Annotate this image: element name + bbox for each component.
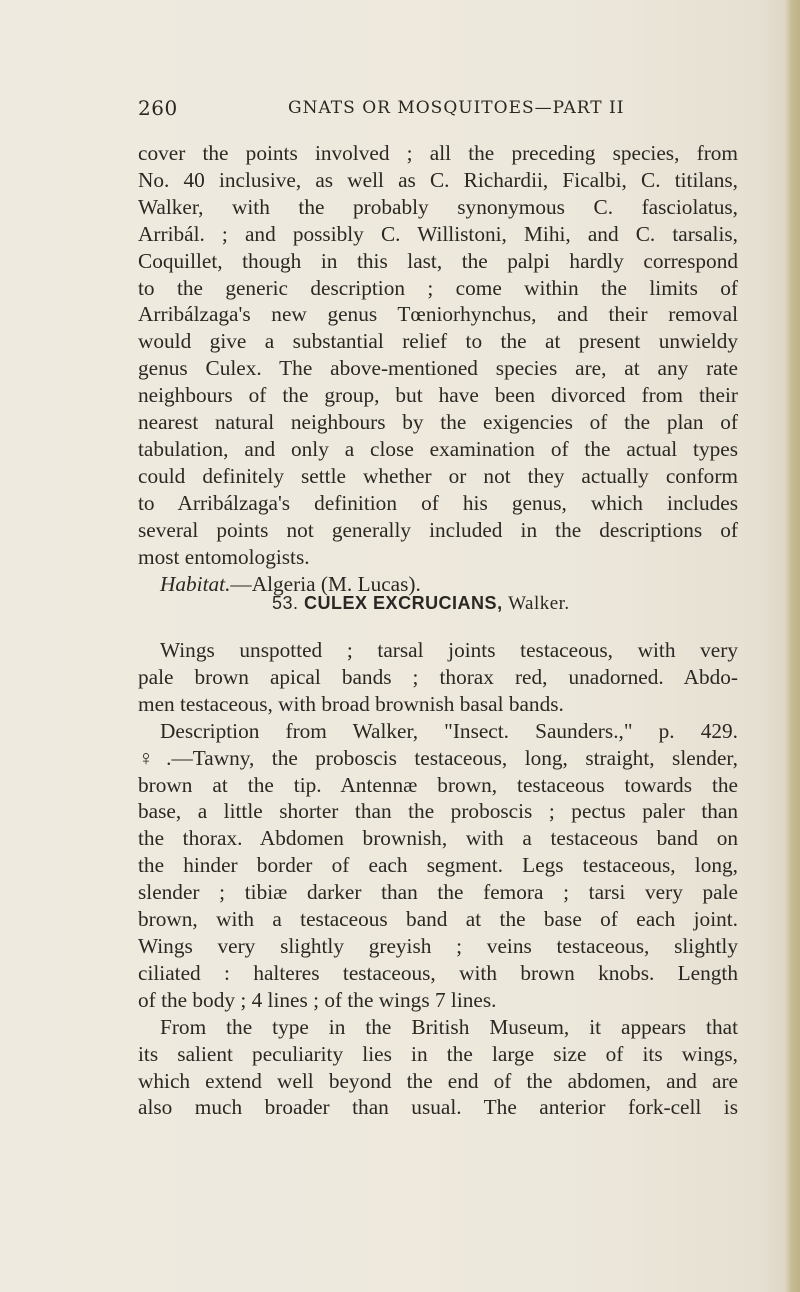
species-description: [138, 637, 738, 1121]
text-line: No. 40 inclusive, as well as C. Richardii, Ficalbi, C. titilans,: [138, 167, 738, 192]
text-line: the thorax. Abdomen brownish, with a testaceous band on: [138, 826, 738, 851]
text-line: brown, with a testaceous band at the base of each joint.: [138, 907, 738, 932]
text-line: Description from Walker, "Insect. Saunders.," p. 429.: [160, 718, 738, 743]
text-line: also much broader than usual. The anterior fork-cell is: [138, 1095, 738, 1120]
text-line: would give a substantial relief to the at present unwieldy: [138, 329, 738, 354]
text-line: brown at the tip. Antennæ brown, testaceous towards the: [138, 772, 738, 797]
text-line: Wings unspotted ; tarsal joints testaceous, with very: [160, 638, 738, 662]
habitat-text: —Algeria (M. Lucas).: [230, 571, 421, 596]
page-number: 260: [138, 96, 178, 120]
text-line: ciliated : halteres testaceous, with brown knobs. Length: [138, 960, 738, 985]
text-line: its salient peculiarity lies in the large size of its wings,: [138, 1041, 738, 1066]
text-line: to Arribálzaga's definition of his genus, which includes: [138, 490, 738, 515]
text-line: slender ; tibiæ darker than the femora ; tarsi very pale: [138, 880, 738, 905]
text-line: From the type in the British Museum, it appears that: [160, 1014, 738, 1039]
species-number: 53.: [272, 593, 299, 613]
text-line: base, a little shorter than the proboscis ; pectus paler than: [138, 799, 738, 824]
text-line: nearest natural neighbours by the exigencies of the plan of: [138, 410, 738, 435]
text-line: could definitely settle whether or not they actually conform: [138, 463, 738, 488]
text-line: of the body ; 4 lines ; of the wings 7 lines.: [138, 987, 497, 1012]
text-line: which extend well beyond the end of the abdomen, and are: [138, 1068, 738, 1093]
text-line: Arribálzaga's new genus Tœniorhynchus, and their removal: [138, 302, 738, 327]
paragraph-intro: [138, 140, 738, 597]
page-header: [138, 96, 758, 126]
species-heading: [272, 593, 570, 615]
page-edge-shadow: [786, 0, 800, 1292]
text-line: Wings very slightly greyish ; veins testaceous, slightly: [138, 933, 738, 958]
text-line: most entomologists.: [138, 544, 310, 569]
species-name: CULEX EXCRUCIANS,: [304, 593, 503, 613]
text-line: to the generic description ; come within the limits of: [138, 275, 738, 300]
text-line: Walker, with the probably synonymous C. fasciolatus,: [138, 194, 738, 219]
text-line: Arribál. ; and possibly C. Willistoni, Mihi, and C. tarsalis,: [138, 221, 738, 246]
text-line: ♀.—Tawny, the proboscis testaceous, long, straight, slender,: [138, 745, 738, 770]
text-line: neighbours of the group, but have been divorced from their: [138, 383, 738, 408]
text-line: men testaceous, with broad brownish basal bands.: [138, 691, 564, 716]
running-head: GNATS OR MOSQUITOES—PART II: [288, 98, 625, 118]
text-line: Coquillet, though in this last, the palpi hardly correspond: [138, 248, 738, 273]
species-author: Walker.: [508, 593, 570, 614]
text-line: genus Culex. The above-mentioned species are, at any rate: [138, 356, 738, 381]
text-line: cover the points involved ; all the preceding species, from: [138, 141, 738, 165]
text-line: the hinder border of each segment. Legs testaceous, long,: [138, 853, 738, 878]
text-line: several points not generally included in the descriptions of: [138, 517, 738, 542]
text-line: pale brown apical bands ; thorax red, unadorned. Abdo-: [138, 664, 738, 689]
habitat-label: Habitat.: [160, 571, 231, 596]
text-line: tabulation, and only a close examination of the actual types: [138, 436, 738, 461]
